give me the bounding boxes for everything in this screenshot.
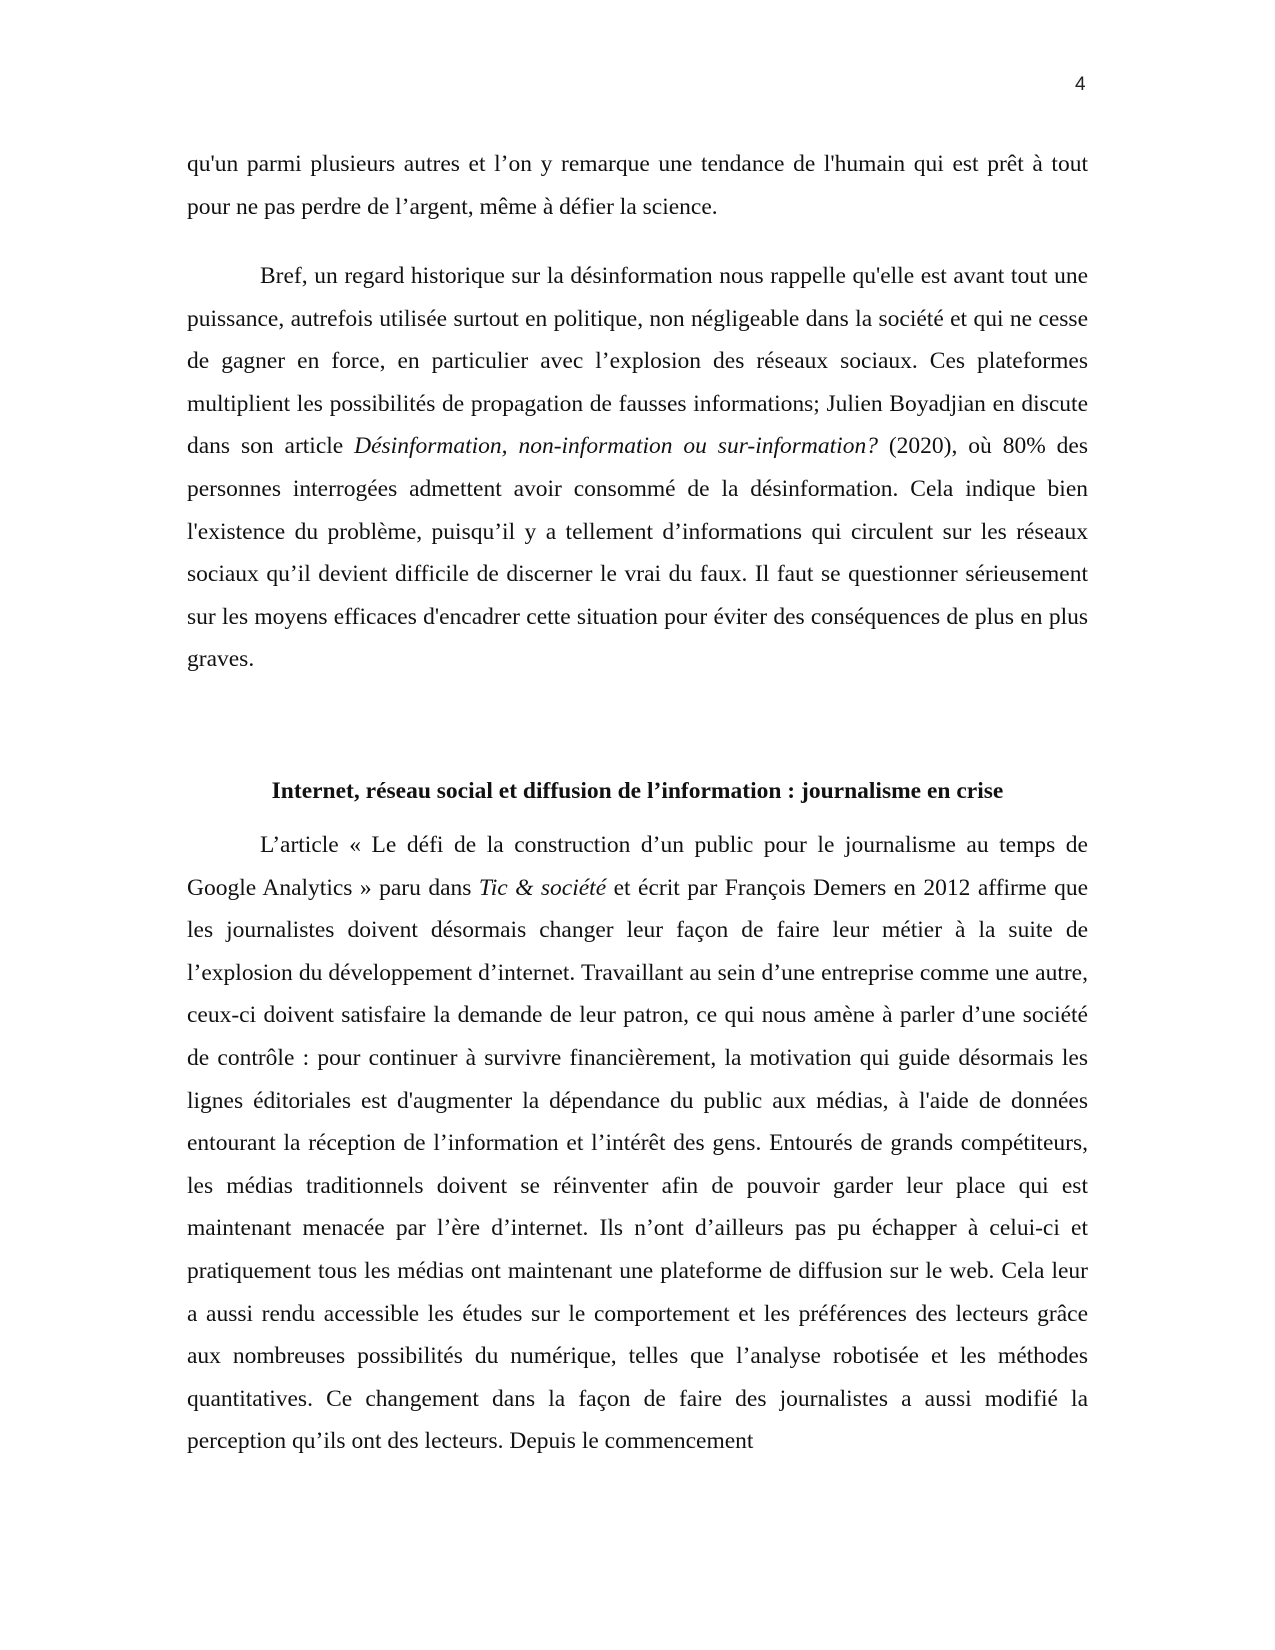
paragraph-text-part-2: et écrit par François Demers en 2012 affirme que les journalistes doivent désormais changer leur façon de faire leur métier à la suite de l’explosion du développement d’internet. Travaillant au sein d’une entreprise comme une autre, ceux-ci doivent satisfaire la demande de leur patron, ce qui nous amène à parler d’une société de contrôle : pour continuer à survivre financièrement, la motivation qui guide désormais les lignes éditoriales est d'augmenter la dépendance du public aux médias, à l'aide de données entourant la réception de l’information et l’intérêt des gens. Entourés de grands compétiteurs, les médias traditionnels doivent se réinventer afin de pouvoir garder leur place qui est maintenant menacée par l’ère d’internet. Ils n’ont d’ailleurs pas pu échapper à celui-ci et pratiquement tous les médias ont maintenant une plateforme de diffusion sur le web. Cela leur a aussi rendu accessible les études sur le comportement et les préférences des lecteurs grâce aux nombreuses possibilités du numérique, telles que l’analyse robotisée et les méthodes quantitatives. Ce changement dans la façon de faire des journalistes a aussi modifié la perception qu’ils ont des lecteurs. Depuis le commencement <box>187 874 1088 1455</box>
cited-journal-title: Tic & société <box>478 874 607 901</box>
paragraph-journalism-crisis <box>187 824 1088 1463</box>
paragraph-continuation-text: qu'un parmi plusieurs autres et l’on y remarque une tendance de l'humain qui est prêt à tout pour ne pas perdre de l’argent, même à défier la science. <box>187 151 1088 220</box>
paragraph-text-part-1: Bref, un regard historique sur la désinformation nous rappelle qu'elle est avant tout une puissance, autrefois utilisée surtout en politique, non négligeable dans la société et qui ne cesse de gagner en force, en particulier avec l’explosion des réseaux sociaux. Ces plateformes multiplient les possibilités de propagation de fausses informations; Julien Boyadjian en discute dans son article <box>187 263 1088 460</box>
paragraph-disinformation-history <box>187 255 1088 681</box>
paragraph-text-part-2: (2020), où 80% des personnes interrogées admettent avoir consommé de la désinformation. Cela indique bien l'existence du problème, puisqu’il y a tellement d’informations qui circulent sur les réseaux sociaux qu’il devient difficile de discerner le vrai du faux. Il faut se questionner sérieusement sur les moyens efficaces d'encadrer cette situation pour éviter des conséquences de plus en plus graves. <box>187 433 1088 673</box>
paragraph-continuation <box>187 143 1088 228</box>
section-heading: Internet, réseau social et diffusion de l’information : journalisme en crise <box>271 778 1004 804</box>
cited-article-title: Désinformation, non-information ou sur-information? <box>354 433 878 460</box>
page-number: 4 <box>1075 74 1086 95</box>
paragraph-text-part-1: L’article « Le défi de la construction d’un public pour le journalisme au temps de Google Analytics » paru dans <box>187 832 1088 901</box>
